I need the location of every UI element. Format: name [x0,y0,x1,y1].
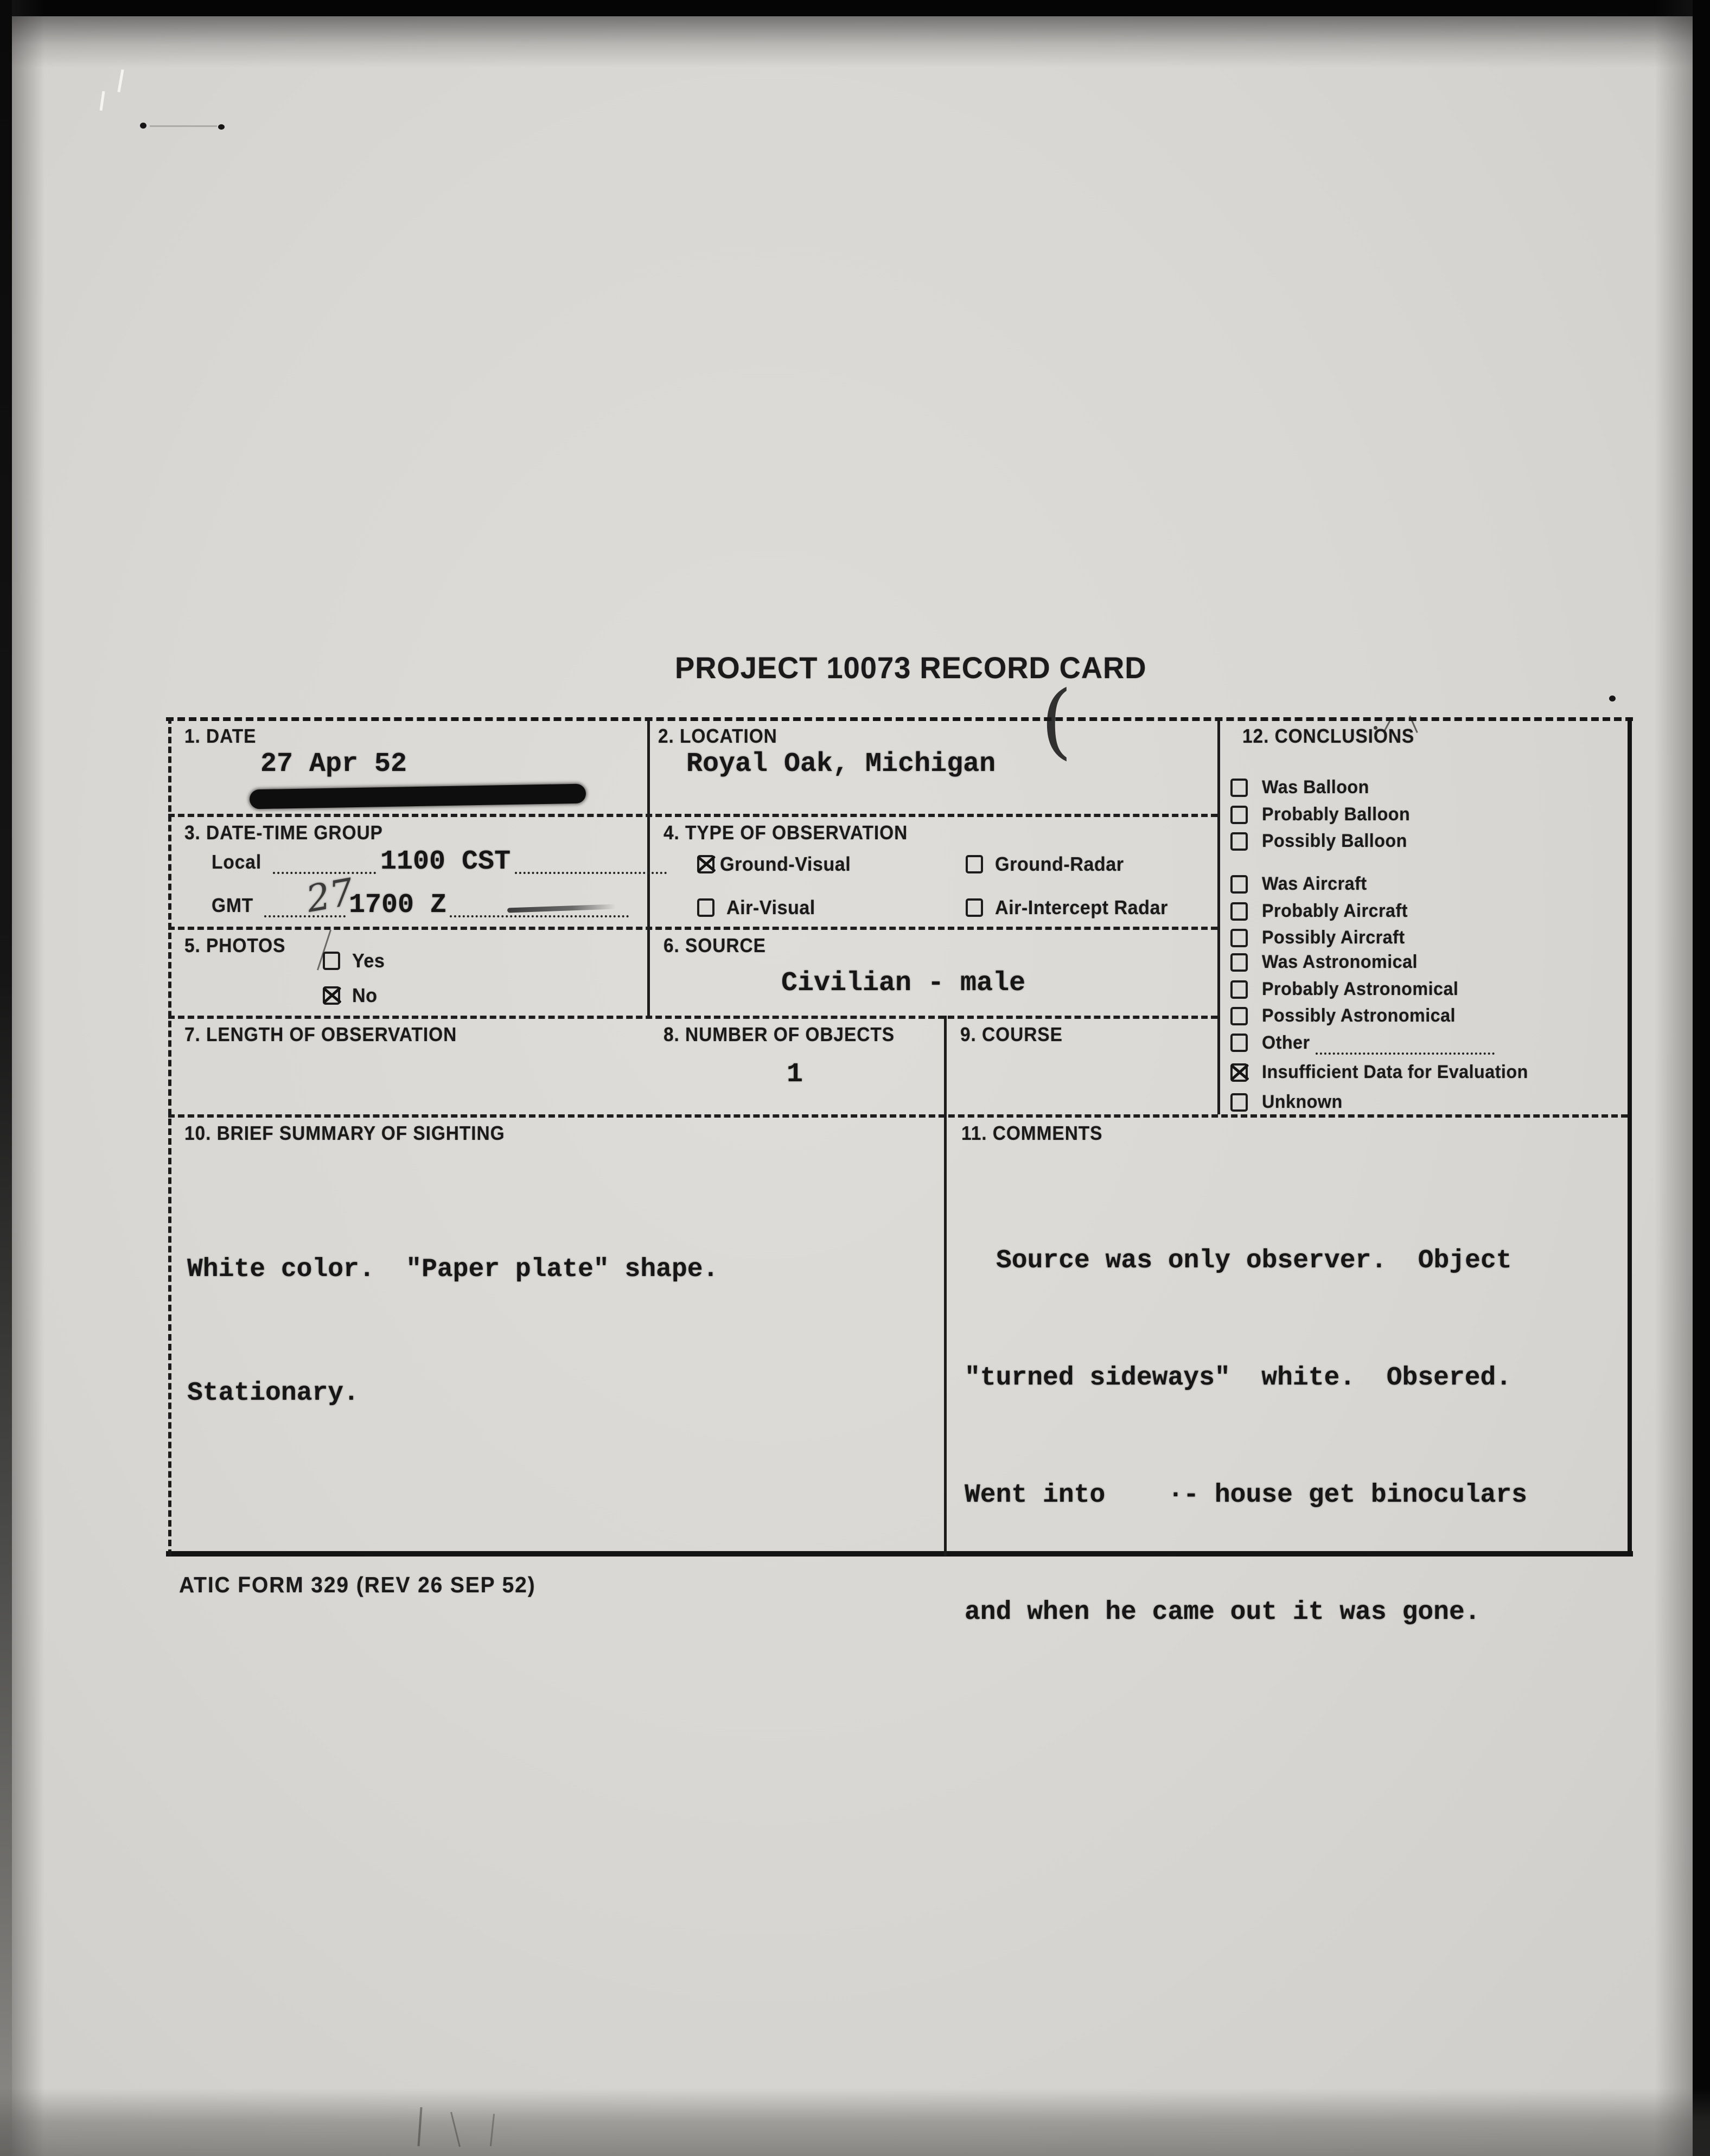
comments-line: "turned sideways" white. Obsered. [965,1363,1512,1393]
checkbox-air-intercept-radar [966,896,1177,919]
checkbox-icon [1230,1093,1248,1112]
photos-label: 5. PHOTOS [184,934,286,956]
checkbox-icon [1230,875,1248,894]
grid-line [168,1016,1217,1019]
comments-label: 11. COMMENTS [961,1122,1103,1144]
film-scratch [100,91,105,111]
checkbox-label: Possibly Astronomical [1262,1005,1456,1026]
checkbox-photos-yes [323,949,387,972]
scan-edge-top-shadow [0,16,1710,68]
location-value: Royal Oak, Michigan [686,749,996,780]
checkbox-icon [1230,806,1248,824]
checkbox-label: Was Balloon [1262,777,1369,798]
checkbox-insufficient-data [1230,1062,1542,1083]
checkbox-ground-radar [966,853,1131,876]
comments-line: and when he came out it was gone. [965,1598,1481,1627]
checkbox-icon [1230,929,1248,947]
checkbox-label: Other [1262,1032,1310,1053]
grid-line [168,814,1217,817]
summary-line: White color. "Paper plate" shape. [187,1255,719,1284]
checkbox-icon [1230,953,1248,972]
checkbox-probably-aircraft [1230,901,1415,922]
checkbox-label: Insufficient Data for Evaluation [1262,1062,1528,1082]
grid-line [944,1016,947,1556]
scan-edge-left-shadow [12,0,44,2156]
grid-line [168,927,1217,930]
checkbox-label: No [352,984,378,1006]
location-label: 2. LOCATION [658,725,777,747]
handwritten-gmt-day: 27 [303,871,357,921]
checkbox-icon [1230,1034,1248,1052]
checkbox-photos-no [323,984,379,1007]
brief-summary-label: 10. BRIEF SUMMARY OF SIGHTING [184,1122,505,1144]
handwritten-paren-mark: ( [1041,674,1073,768]
gmt-label: GMT [212,894,254,916]
brief-summary-text [187,1166,718,1496]
scan-edge-top [0,0,1710,16]
checkbox-was-aircraft [1230,873,1373,895]
checkbox-possibly-astronomical [1230,1005,1466,1026]
dust-streak [150,125,217,127]
comments-text [965,1163,1527,1710]
summary-line: Stationary. [187,1379,359,1408]
film-scratch [117,69,124,92]
number-of-objects-label: 8. NUMBER OF OBJECTS [663,1023,895,1045]
dotted-line [1316,1031,1495,1055]
checkbox-air-visual [697,896,820,919]
comments-line: Source was only observer. Object [996,1246,1512,1275]
dotted-line [273,850,376,874]
type-of-observation-label: 4. TYPE OF OBSERVATION [663,821,908,844]
checkbox-icon [1230,779,1248,797]
checkbox-other [1230,1031,1495,1055]
checkbox-label: Probably Balloon [1262,804,1411,825]
local-time-value: 1100 CST [380,846,511,877]
length-of-observation-label: 7. LENGTH OF OBSERVATION [184,1023,457,1045]
checkbox-label: Air-Visual [726,896,815,918]
number-of-objects-value: 1 [787,1059,803,1090]
conclusions-label: 12. CONCLUSIONS [1242,725,1415,747]
checkbox-icon [966,855,983,873]
checkbox-label: Possibly Aircraft [1262,927,1405,948]
checkbox-icon [1230,1007,1248,1025]
checkbox-label: Yes [352,949,385,972]
checkbox-ground-visual [697,853,858,876]
checkbox-icon [323,986,340,1005]
grid-line [1217,717,1220,1114]
checkbox-icon [697,898,714,917]
date-time-group-label: 3. DATE-TIME GROUP [184,821,383,844]
date-label: 1. DATE [184,725,257,747]
card-border-left [168,717,171,1556]
checkbox-label: Was Aircraft [1262,873,1367,894]
source-value: Civilian - male [781,968,1026,999]
checkbox-label: Air-Intercept Radar [995,896,1168,918]
checkbox-possibly-aircraft [1230,927,1412,948]
checkbox-icon [966,898,983,917]
local-time-row [212,846,667,877]
checkbox-was-balloon [1230,777,1375,798]
checkbox-probably-astronomical [1230,979,1469,1000]
scan-edge-left [0,0,12,2156]
checkbox-label: Probably Astronomical [1262,979,1459,999]
card-border-top [166,717,1633,721]
card-border-right [1628,717,1632,1556]
redaction-smudge [250,784,586,809]
dust-speck [218,124,225,130]
source-label: 6. SOURCE [663,934,766,956]
grid-line [168,1114,1628,1118]
gmt-time-row [212,890,629,921]
checkbox-unknown [1230,1092,1347,1113]
scan-edge-right-shadow [1655,0,1693,2156]
checkbox-label: Ground-Visual [720,853,851,875]
checkbox-icon [697,855,714,873]
dotted-line [515,850,667,874]
checkbox-icon [1230,980,1248,999]
comments-line: Went into ·- house get binoculars [965,1481,1527,1510]
scan-edge-bottom [0,2088,1710,2156]
checkbox-icon [1230,1063,1248,1082]
dust-speck [140,123,146,129]
checkbox-label: Was Astronomical [1262,952,1418,972]
gmt-time-value: 1700 Z [348,890,447,921]
checkbox-icon [323,952,340,970]
scan-edge-right [1693,0,1710,2156]
checkbox-label: Probably Aircraft [1262,901,1408,921]
checkbox-possibly-balloon [1230,831,1415,852]
checkbox-label: Ground-Radar [995,853,1124,875]
form-number: ATIC FORM 329 (REV 26 SEP 52) [179,1572,536,1597]
checkbox-icon [1230,902,1248,921]
checkbox-label: Unknown [1262,1092,1343,1112]
checkbox-label: Possibly Balloon [1262,831,1407,851]
checkbox-was-astronomical [1230,952,1426,973]
date-value: 27 Apr 52 [260,749,407,780]
checkbox-probably-balloon [1230,804,1418,825]
course-label: 9. COURSE [960,1023,1063,1045]
local-label: Local [212,850,262,873]
page-title: PROJECT 10073 RECORD CARD [675,650,1147,685]
checkbox-icon [1230,832,1248,851]
ink-dot [1609,696,1616,701]
